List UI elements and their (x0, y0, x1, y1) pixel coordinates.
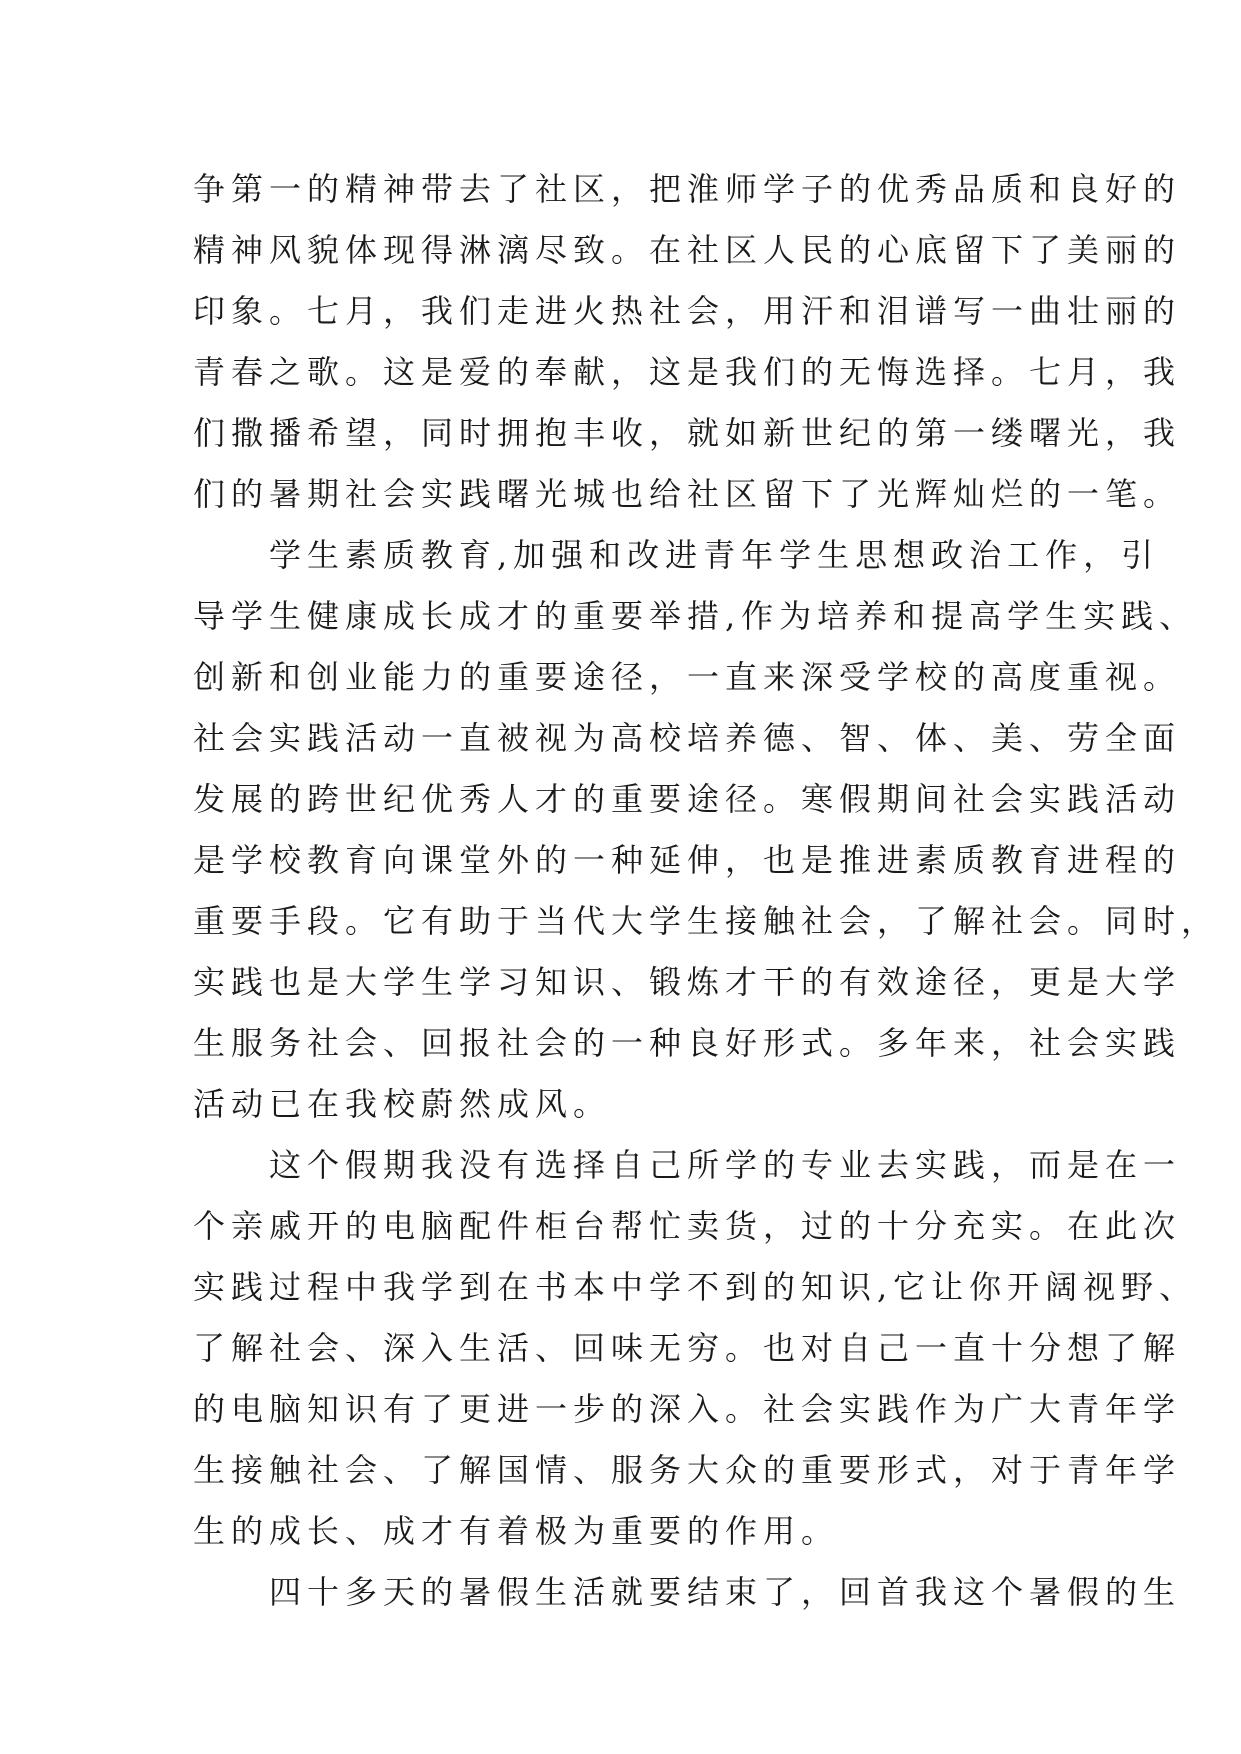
text-line: 实践过程中我学到在书本中学不到的知识,它让你开阔视野、 (193, 1268, 1198, 1306)
text-line: 生的成长、成才有着极为重要的作用。 (193, 1512, 840, 1550)
text-line: 争第一的精神带去了社区，把淮师学子的优秀品质和良好的 (193, 170, 1182, 208)
text-line: 这个假期我没有选择自己所学的专业去实践，而是在一 (193, 1146, 1182, 1184)
text-line: 精神风貌体现得淋漓尽致。在社区人民的心底留下了美丽的 (193, 231, 1182, 269)
text-line: 活动已在我校蔚然成风。 (193, 1085, 612, 1123)
document-body (193, 159, 1220, 1623)
text-line: 青春之歌。这是爱的奉献，这是我们的无悔选择。七月，我 (193, 353, 1182, 391)
text-line: 是学校教育向课堂外的一种延伸，也是推进素质教育进程的 (193, 841, 1182, 879)
text-line: 生接触社会、了解国情、服务大众的重要形式，对于青年学 (193, 1451, 1182, 1489)
text-line: 个亲戚开的电脑配件柜台帮忙卖货，过的十分充实。在此次 (193, 1207, 1182, 1245)
text-line: 重要手段。它有助于当代大学生接触社会，了解社会。同时， (193, 902, 1220, 940)
text-line: 社会实践活动一直被视为高校培养德、智、体、美、劳全面 (193, 719, 1182, 757)
text-line: 了解社会、深入生活、回味无穷。也对自己一直十分想了解 (193, 1329, 1182, 1367)
text-line: 创新和创业能力的重要途径，一直来深受学校的高度重视。 (193, 658, 1182, 696)
text-line: 的电脑知识有了更进一步的深入。社会实践作为广大青年学 (193, 1390, 1182, 1428)
text-line: 生服务社会、回报社会的一种良好形式。多年来，社会实践 (193, 1024, 1182, 1062)
text-line: 们撒播希望，同时拥抱丰收，就如新世纪的第一缕曙光，我 (193, 414, 1182, 452)
text-line: 学生素质教育,加强和改进青年学生思想政治工作，引 (193, 536, 1160, 574)
text-line: 导学生健康成长成才的重要举措,作为培养和提高学生实践、 (193, 597, 1198, 635)
text-line: 印象。七月，我们走进火热社会，用汗和泪谱写一曲壮丽的 (193, 292, 1182, 330)
text-line: 四十多天的暑假生活就要结束了，回首我这个暑假的生 (193, 1573, 1182, 1611)
text-line: 们的暑期社会实践曙光城也给社区留下了光辉灿烂的一笔。 (193, 475, 1182, 513)
text-line: 实践也是大学生学习知识、锻炼才干的有效途径，更是大学 (193, 963, 1182, 1001)
text-line: 发展的跨世纪优秀人才的重要途径。寒假期间社会实践活动 (193, 780, 1182, 818)
